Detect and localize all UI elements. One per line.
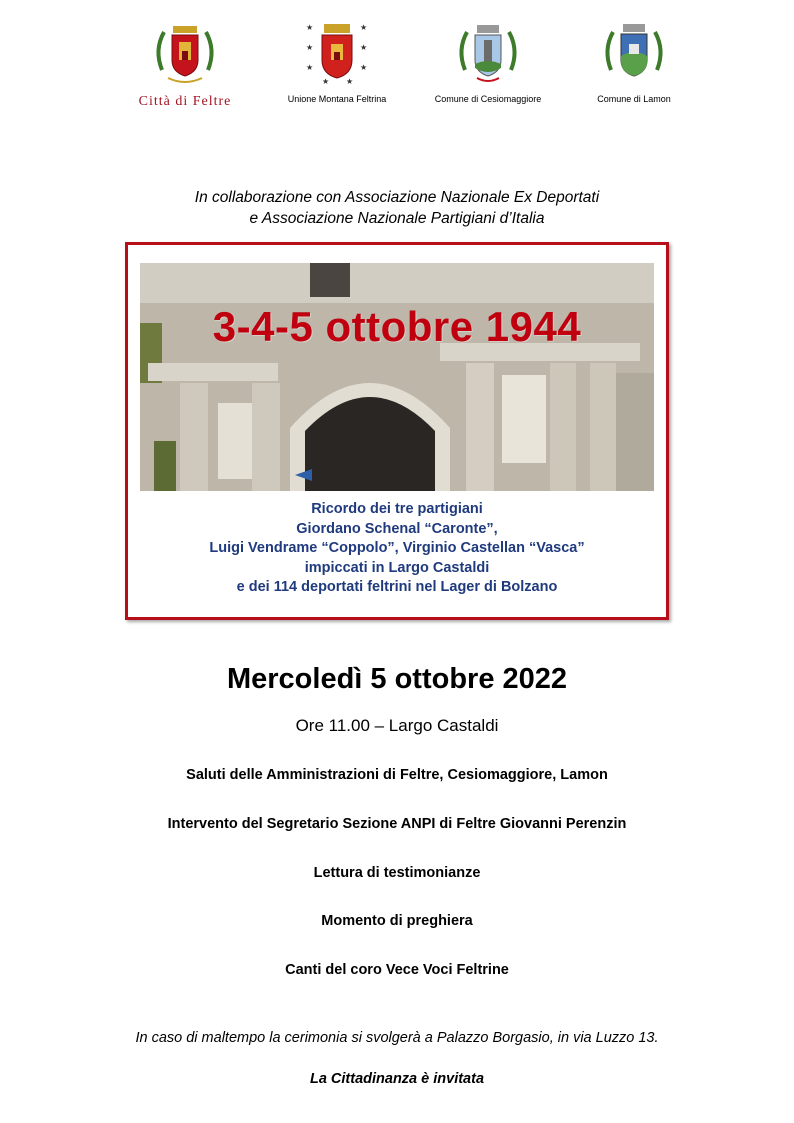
svg-text:★: ★ [322,77,330,86]
svg-text:★: ★ [306,23,314,32]
lamon-logo-block [574,20,694,104]
collaboration-line-2: e Associazione Nazionale Partigiani d’Italia [249,210,545,227]
bad-weather-note: In caso di maltempo la cerimonia si svolgerà a Palazzo Borgasio, in via Luzzo 13. [135,1030,659,1046]
arch-building-illustration [140,263,654,491]
svg-text:★: ★ [360,63,368,72]
svg-text:★: ★ [306,63,314,72]
svg-text:★: ★ [360,23,368,32]
program-item: Intervento del Segretario Sezione ANPI di Feltre Giovanni Perenzin [167,816,627,832]
program-item: Saluti delle Amministrazioni di Feltre, Cesiomaggiore, Lamon [186,767,608,783]
feltre-logo-block [120,20,250,110]
poster-title: 3-4-5 ottobre 1944 [212,303,582,350]
svg-text:★: ★ [346,77,354,86]
svg-text:★: ★ [360,43,368,52]
memorial-line: Ricordo dei tre partigiani [311,501,483,517]
cesiomaggiore-logo-caption: Comune di Cesiomaggiore [434,94,542,104]
memorial-line: Giordano Schenal “Caronte”, [296,520,498,537]
memorial-line: e dei 114 deportati feltrini nel Lager di Bolzano [236,579,558,595]
memorial-text [128,500,666,598]
feltre-logo-caption: Città di Feltre [138,94,232,109]
unione-logo-caption: Unione Montana Feltrina [287,94,387,104]
invitation-line: La Cittadinanza è invitata [309,1071,485,1087]
cesiomaggiore-coat-of-arms-icon [453,20,523,88]
program-item: Canti del coro Vece Voci Feltrine [285,962,509,978]
lamon-coat-of-arms-icon [599,20,669,88]
program-item: Lettura di testimonianze [313,865,481,881]
program-item: Momento di preghiera [321,913,473,929]
largo-castaldi-photo [140,263,654,491]
event-time-place: Ore 11.00 – Largo Castaldi [295,716,499,735]
lamon-logo-caption: Comune di Lamon [597,94,671,104]
header-logos [0,20,794,120]
memorial-frame [125,242,669,620]
feltre-coat-of-arms-icon [150,20,220,88]
memorial-line: impiccati in Largo Castaldi [304,559,490,576]
unione-logo-block [277,20,397,104]
unione-montana-coat-of-arms-icon [302,20,372,88]
collaboration-note [0,187,794,229]
collaboration-line-1: In collaborazione con Associazione Nazionale Ex Deportati [194,189,600,206]
cesiomaggiore-logo-block [428,20,548,104]
event-date: Mercoledì 5 ottobre 2022 [226,663,568,695]
memorial-line: Luigi Vendrame “Coppolo”, Virginio Castellan “Vasca” [209,540,585,556]
svg-text:★: ★ [306,43,314,52]
